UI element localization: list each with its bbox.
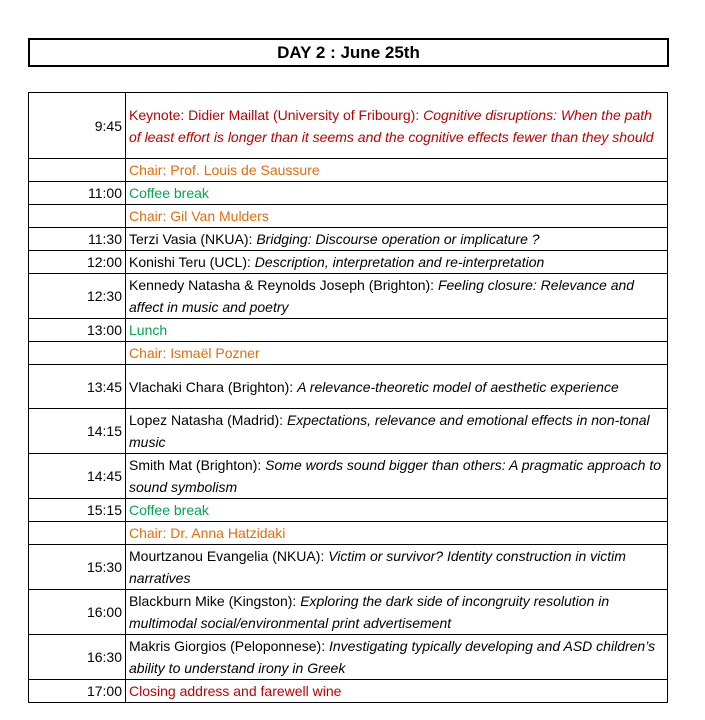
break-cell: Coffee break xyxy=(126,182,668,205)
table-row xyxy=(29,635,668,680)
break-cell: Coffee break xyxy=(126,499,668,522)
desc-cell xyxy=(126,228,668,251)
time-cell: 13:45 xyxy=(29,365,126,409)
session-title: Some words sound bigger than others: A pragmatic approach to sound symbolism xyxy=(129,457,662,495)
desc-cell xyxy=(126,409,668,454)
desc-cell xyxy=(126,93,668,159)
desc-cell xyxy=(126,545,668,590)
table-row xyxy=(29,499,668,522)
time-cell: 16:30 xyxy=(29,635,126,680)
desc-cell xyxy=(126,454,668,499)
session-title: Cognitive disruptions: When the path of least effort is longer than it seems and the cognitive effects fewer than they should xyxy=(129,106,654,145)
session-speaker: Makris Giorgios (Peloponnese): xyxy=(129,638,329,654)
time-cell xyxy=(29,522,126,545)
table-row xyxy=(29,342,668,365)
time-cell: 12:30 xyxy=(29,274,126,319)
page-title: DAY 2 : June 25th xyxy=(28,38,669,67)
time-cell: 17:00 xyxy=(29,680,126,703)
session-speaker: Mourtzanou Evangelia (NKUA): xyxy=(129,548,329,564)
chair-cell: Chair: Prof. Louis de Saussure xyxy=(126,159,668,182)
time-cell: 11:00 xyxy=(29,182,126,205)
desc-cell xyxy=(126,251,668,274)
table-row xyxy=(29,159,668,182)
time-cell xyxy=(29,342,126,365)
session-speaker: Lopez Natasha (Madrid): xyxy=(129,412,287,428)
time-cell: 16:00 xyxy=(29,590,126,635)
time-cell: 15:30 xyxy=(29,545,126,590)
desc-cell xyxy=(126,365,668,409)
table-row xyxy=(29,228,668,251)
table-row xyxy=(29,545,668,590)
session-speaker: Terzi Vasia (NKUA): xyxy=(129,231,257,247)
table-row xyxy=(29,365,668,409)
table-row xyxy=(29,251,668,274)
session-title: A relevance-theoretic model of aesthetic experience xyxy=(297,378,619,395)
table-row xyxy=(29,93,668,159)
session-speaker: Vlachaki Chara (Brighton): xyxy=(129,378,298,395)
table-row xyxy=(29,522,668,545)
time-cell: 15:15 xyxy=(29,499,126,522)
time-cell: 12:00 xyxy=(29,251,126,274)
time-cell xyxy=(29,205,126,228)
time-cell: 9:45 xyxy=(29,93,126,159)
chair-cell: Chair: Ismaël Pozner xyxy=(126,342,668,365)
table-row xyxy=(29,182,668,205)
time-cell: 14:15 xyxy=(29,409,126,454)
session-speaker: Konishi Teru (UCL): xyxy=(129,254,255,270)
table-row xyxy=(29,274,668,319)
time-cell xyxy=(29,159,126,182)
time-cell: 11:30 xyxy=(29,228,126,251)
session-title: Investigating typically developing and ASD children’s ability to understand irony in Greek xyxy=(129,638,656,676)
closing-cell: Closing address and farewell wine xyxy=(126,680,668,703)
table-row xyxy=(29,409,668,454)
time-cell: 14:45 xyxy=(29,454,126,499)
table-row xyxy=(29,590,668,635)
desc-cell xyxy=(126,635,668,680)
break-cell: Lunch xyxy=(126,319,668,342)
session-title: Feeling closure: Relevance and affect in music and poetry xyxy=(129,277,635,315)
chair-cell: Chair: Dr. Anna Hatzidaki xyxy=(126,522,668,545)
session-title: Expectations, relevance and emotional effects in non-tonal music xyxy=(129,412,650,450)
desc-cell xyxy=(126,590,668,635)
session-speaker: Keynote: Didier Maillat (University of Fribourg): xyxy=(129,106,424,123)
table-row xyxy=(29,319,668,342)
session-title: Victim or survivor? Identity construction in victim narratives xyxy=(129,548,626,586)
session-title: Exploring the dark side of incongruity resolution in multimodal social/environmental print advertisement xyxy=(129,593,610,631)
table-row xyxy=(29,454,668,499)
desc-cell xyxy=(126,274,668,319)
session-speaker: Kennedy Natasha & Reynolds Joseph (Brighton): xyxy=(129,277,438,293)
chair-cell: Chair: Gil Van Mulders xyxy=(126,205,668,228)
session-title: Description, interpretation and re-interpretation xyxy=(254,254,545,270)
session-title: Bridging: Discourse operation or implicature ? xyxy=(256,231,540,247)
session-speaker: Blackburn Mike (Kingston): xyxy=(129,593,301,609)
time-cell: 13:00 xyxy=(29,319,126,342)
table-row xyxy=(29,680,668,703)
schedule-table xyxy=(28,92,668,703)
session-speaker: Smith Mat (Brighton): xyxy=(129,457,266,473)
table-row xyxy=(29,205,668,228)
